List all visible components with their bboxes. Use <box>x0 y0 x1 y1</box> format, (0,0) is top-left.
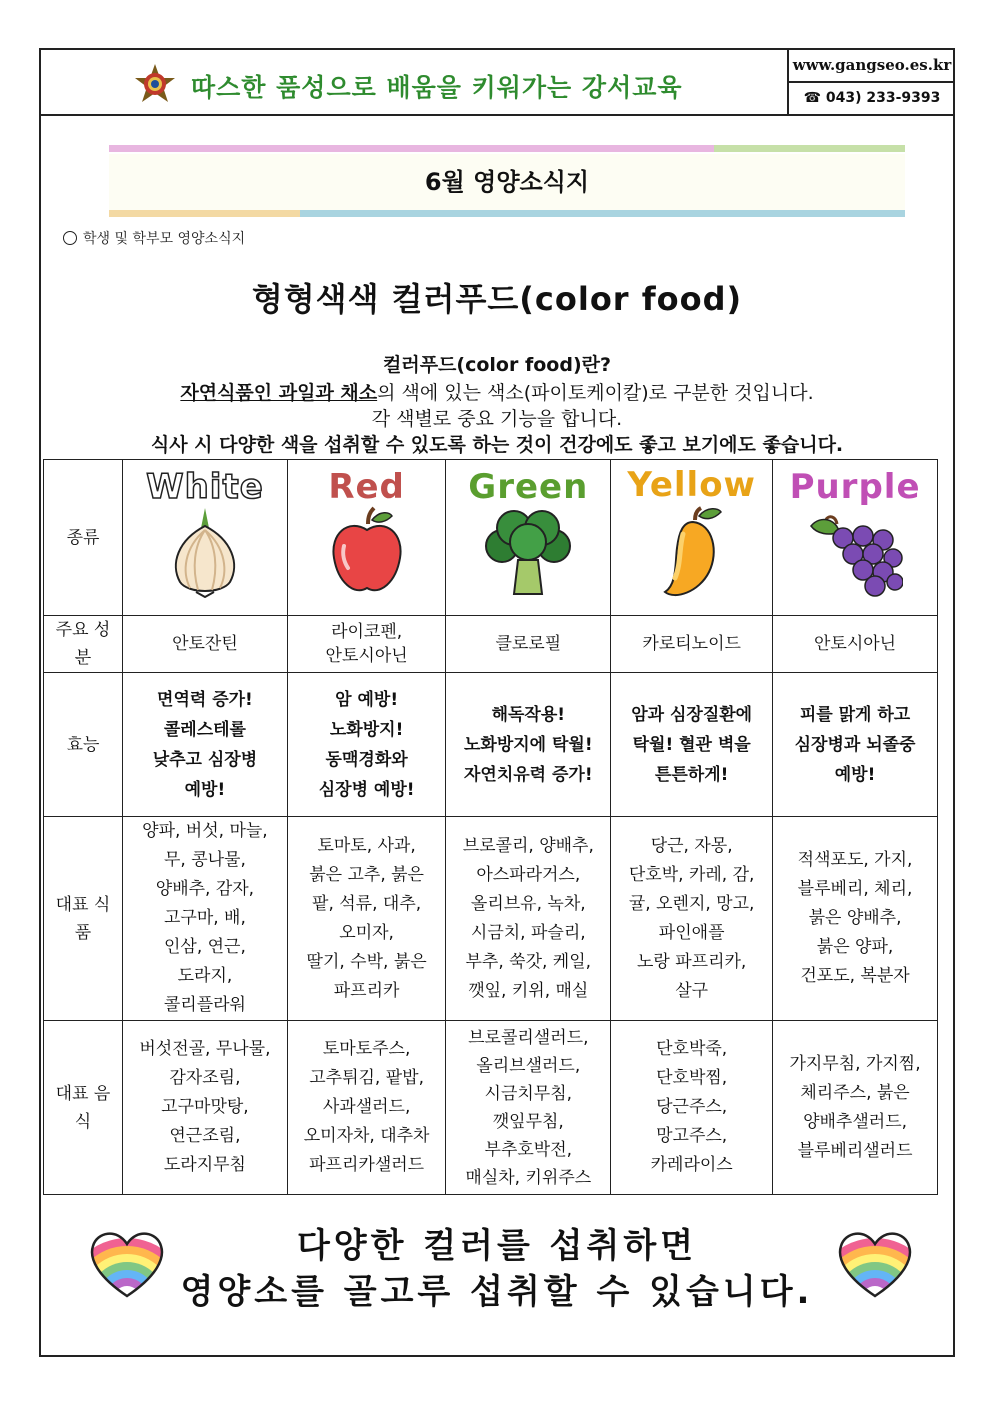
color-name-yellow: Yellow <box>627 464 756 505</box>
bottom-color-band <box>109 210 905 217</box>
color-name-green: Green <box>468 466 589 507</box>
effect-purple: 피를 맑게 하고 심장병과 뇌졸중 예방! <box>773 673 938 817</box>
subtitle <box>63 228 245 248</box>
bullet-circle-icon <box>63 231 77 245</box>
table-row-dishes <box>44 1021 938 1195</box>
cell-red <box>287 460 446 616</box>
table-row-type <box>44 460 938 616</box>
component-purple: 안토시아닌 <box>773 616 938 673</box>
component-yellow: 카로티노이드 <box>611 616 773 673</box>
table-row-component <box>44 616 938 673</box>
table-row-effect <box>44 673 938 817</box>
grapes-icon <box>807 506 903 598</box>
newsletter-title: 6월 영양소식지 <box>109 154 905 210</box>
school-header <box>41 50 953 116</box>
foods-yellow: 당근, 자몽, 단호박, 카레, 감, 귤, 오렌지, 망고, 파인애플 노랑 파프리카, 살구 <box>611 817 773 1021</box>
color-food-table <box>43 459 938 1195</box>
dishes-white: 버섯전골, 무나물, 감자조림, 고구마맛탕, 연근조림, 도라지무침 <box>123 1021 288 1195</box>
foods-white: 양파, 버섯, 마늘, 무, 콩나물, 양배추, 감자, 고구마, 배, 인삼, 연근, 도라지, 콜리플라워 <box>123 817 288 1021</box>
newsletter-frame <box>39 48 955 1357</box>
cell-green <box>446 460 611 616</box>
main-title: 형형색색 컬러푸드(color food) <box>251 280 743 318</box>
dishes-green: 브로콜리샐러드, 올리브샐러드, 시금치무침, 깻잎무침, 부추호박전, 매실차, 키위주스 <box>446 1021 611 1195</box>
foods-red: 토마토, 사과, 붉은 고추, 붉은 팥, 석류, 대추, 오미자, 딸기, 수박, 붉은 파프리카 <box>287 817 446 1021</box>
school-phone: ☎ 043) 233-9393 <box>803 90 941 106</box>
foods-purple: 적색포도, 가지, 블루베리, 체리, 붉은 양배추, 붉은 양파, 건포도, 복분자 <box>773 817 938 1021</box>
effect-red: 암 예방! 노화방지! 동맥경화와 심장병 예방! <box>287 673 446 817</box>
apple-icon <box>328 506 406 598</box>
broccoli-icon <box>480 506 576 598</box>
row-label-dishes: 대표 음식 <box>44 1021 123 1195</box>
contact-box <box>787 50 955 114</box>
color-name-red: Red <box>328 466 405 507</box>
intro-line-1 <box>41 378 953 405</box>
intro-highlight: 자연식품인 과일과 채소 <box>180 382 378 404</box>
row-label-foods: 대표 식품 <box>44 817 123 1021</box>
row-label-component: 주요 성분 <box>44 616 123 673</box>
school-motto: 따스한 품성으로 배움을 키워가는 강서교육 <box>191 73 683 102</box>
school-emblem-icon <box>133 62 177 106</box>
cell-purple <box>773 460 938 616</box>
closing-line-2: 영양소를 골고루 섭취할 수 있습니다. <box>180 1272 814 1312</box>
color-name-white: White <box>146 466 264 507</box>
closing-line-1: 다양한 컬러를 섭취하면 <box>296 1226 698 1266</box>
onion-icon <box>166 506 244 598</box>
effect-white: 면역력 증가! 콜레스테롤 낮추고 심장병 예방! <box>123 673 288 817</box>
intro-line-1-rest: 의 색에 있는 색소(파이토케이칼)로 구분한 것입니다. <box>377 382 814 404</box>
intro-line-2: 각 색별로 중요 기능을 합니다. <box>371 408 623 430</box>
row-label-effect: 효능 <box>44 673 123 817</box>
mango-icon <box>653 504 731 600</box>
top-color-band <box>109 145 905 152</box>
dishes-purple: 가지무침, 가지찜, 체리주스, 붉은 양배추샐러드, 블루베리샐러드 <box>773 1021 938 1195</box>
subtitle-text: 학생 및 학부모 영양소식지 <box>83 231 246 247</box>
effect-yellow: 암과 심장질환에 탁월! 혈관 벽을 튼튼하게! <box>611 673 773 817</box>
row-label-type: 종류 <box>44 460 123 616</box>
dishes-red: 토마토주스, 고추튀김, 팥밥, 사과샐러드, 오미자차, 대추차 파프리카샐러드 <box>287 1021 446 1195</box>
school-url[interactable]: www.gangseo.es.kr <box>789 50 955 83</box>
cell-white <box>123 460 288 616</box>
foods-green: 브로콜리, 양배추, 아스파라거스, 올리브유, 녹차, 시금치, 파슬리, 부추, 쑥갓, 케일, 깻잎, 키위, 매실 <box>446 817 611 1021</box>
component-green: 클로로필 <box>446 616 611 673</box>
table-row-foods <box>44 817 938 1021</box>
component-white: 안토잔틴 <box>123 616 288 673</box>
intro-heading: 컬러푸드(color food)란? <box>383 354 611 376</box>
component-red: 라이코펜, 안토시아닌 <box>287 616 446 673</box>
effect-green: 해독작용! 노화방지에 탁월! 자연치유력 증가! <box>446 673 611 817</box>
dishes-yellow: 단호박죽, 단호박찜, 당근주스, 망고주스, 카레라이스 <box>611 1021 773 1195</box>
color-name-purple: Purple <box>789 466 921 507</box>
intro-line-3: 식사 시 다양한 색을 섭취할 수 있도록 하는 것이 건강에도 좋고 보기에도 좋습니다. <box>150 434 844 456</box>
cell-yellow <box>611 460 773 616</box>
